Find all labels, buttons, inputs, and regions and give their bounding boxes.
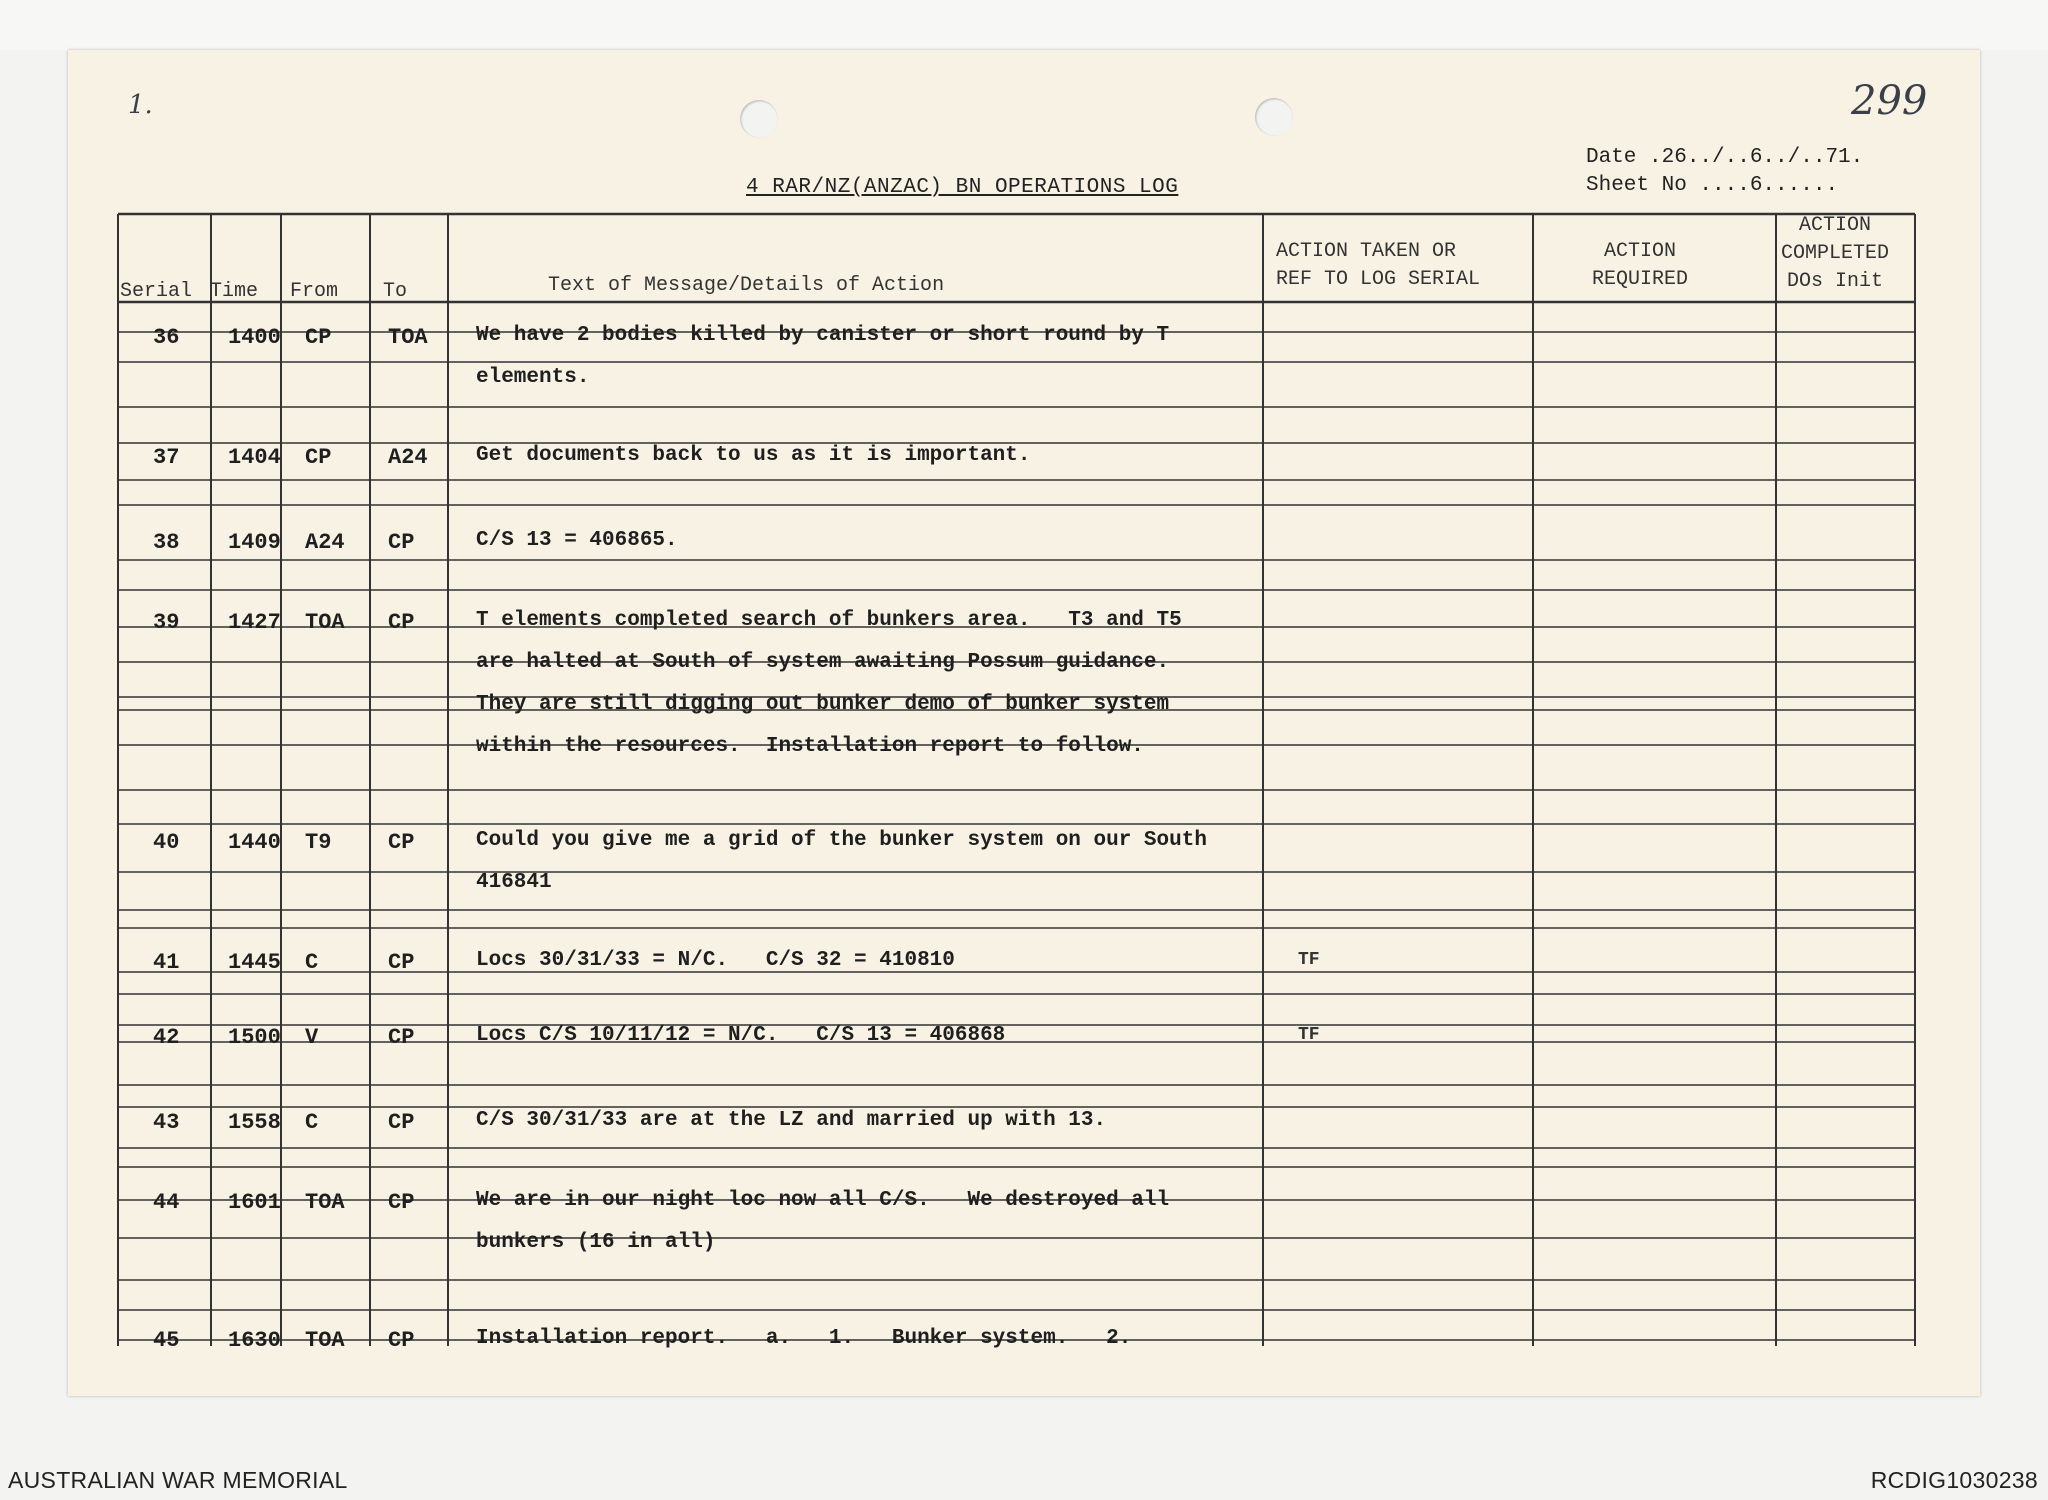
entry-time: 1500 bbox=[228, 1025, 281, 1050]
entry-to: CP bbox=[388, 830, 415, 855]
entry-time: 1630 bbox=[228, 1328, 281, 1353]
entry-serial: 38 bbox=[153, 530, 180, 555]
entry-serial: 44 bbox=[153, 1190, 180, 1215]
entry-from: CP bbox=[305, 325, 332, 350]
header-to: To bbox=[383, 280, 408, 303]
entry-from: T9 bbox=[305, 830, 332, 855]
header-action-completed: ACTION COMPLETED DOs Init bbox=[1780, 214, 1890, 293]
entry-time: 1409 bbox=[228, 530, 281, 555]
entry-from: CP bbox=[305, 445, 332, 470]
entry-to: CP bbox=[388, 950, 415, 975]
entry-to: CP bbox=[388, 530, 415, 555]
entry-from: V bbox=[305, 1025, 319, 1050]
entry-to: A24 bbox=[388, 445, 428, 470]
entry-to: CP bbox=[388, 1110, 415, 1135]
entry-message: We have 2 bodies killed by canister or short round by T elements. bbox=[476, 324, 1170, 389]
entry-message: T elements completed search of bunkers area. T3 and T5 are halted at South of system awaiting Possum guidance. They are still digging out bunker demo of bunker system within the resources. Installation report to follow. bbox=[476, 609, 1182, 758]
entry-serial: 45 bbox=[153, 1328, 180, 1353]
entry-action-ref: TF bbox=[1298, 950, 1320, 970]
entry-message: C/S 13 = 406865. bbox=[476, 529, 678, 552]
entry-serial: 39 bbox=[153, 610, 180, 635]
archive-label: AUSTRALIAN WAR MEMORIAL bbox=[8, 1467, 348, 1493]
entry-to: CP bbox=[388, 1025, 415, 1050]
top-margin bbox=[0, 0, 2048, 50]
entry-serial: 40 bbox=[153, 830, 180, 855]
entry-from: TOA bbox=[305, 610, 345, 635]
entry-from: A24 bbox=[305, 530, 345, 555]
header-text: Text of Message/Details of Action bbox=[548, 274, 945, 297]
header-serial: Serial bbox=[120, 280, 193, 303]
entry-message: Installation report. a. 1. Bunker system. 2. bbox=[476, 1327, 1132, 1350]
entry-time: 1601 bbox=[228, 1190, 281, 1215]
page-number: 299 bbox=[1851, 78, 1928, 124]
log-sheet bbox=[68, 50, 1980, 1396]
sheet-number: Sheet No ....6...... bbox=[1586, 174, 1839, 197]
entry-to: CP bbox=[388, 1190, 415, 1215]
entry-message: C/S 30/31/33 are at the LZ and married up with 13. bbox=[476, 1109, 1107, 1132]
header-action-required: ACTION REQUIRED bbox=[1591, 240, 1688, 291]
header-action-taken: ACTION TAKEN OR REF TO LOG SERIAL bbox=[1276, 240, 1481, 291]
entry-time: 1445 bbox=[228, 950, 281, 975]
entry-message: Locs C/S 10/11/12 = N/C. C/S 13 = 406868 bbox=[476, 1024, 1006, 1047]
entry-message: Locs 30/31/33 = N/C. C/S 32 = 410810 bbox=[476, 949, 955, 972]
entry-to: CP bbox=[388, 1328, 415, 1353]
entry-serial: 43 bbox=[153, 1110, 180, 1135]
entry-from: C bbox=[305, 1110, 319, 1135]
entry-time: 1558 bbox=[228, 1110, 281, 1135]
entry-message: Get documents back to us as it is important. bbox=[476, 444, 1031, 467]
entry-from: TOA bbox=[305, 1328, 345, 1353]
entry-serial: 37 bbox=[153, 445, 180, 470]
corner-mark: 1. bbox=[128, 90, 153, 120]
entry-message: Could you give me a grid of the bunker system on our South 416841 bbox=[476, 829, 1207, 894]
entry-from: C bbox=[305, 950, 319, 975]
entry-time: 1427 bbox=[228, 610, 281, 635]
entry-to: TOA bbox=[388, 325, 428, 350]
entry-time: 1440 bbox=[228, 830, 281, 855]
entry-action-ref: TF bbox=[1298, 1025, 1320, 1045]
entry-time: 1404 bbox=[228, 445, 281, 470]
header-time: Time bbox=[210, 280, 259, 303]
entry-serial: 41 bbox=[153, 950, 180, 975]
entry-serial: 36 bbox=[153, 325, 180, 350]
entry-message: We are in our night loc now all C/S. We destroyed all bunkers (16 in all) bbox=[476, 1189, 1170, 1254]
entry-from: TOA bbox=[305, 1190, 345, 1215]
entry-serial: 42 bbox=[153, 1025, 180, 1050]
log-date: Date .26../..6../..71. bbox=[1586, 146, 1864, 169]
header-from: From bbox=[290, 280, 339, 303]
entry-to: CP bbox=[388, 610, 415, 635]
entry-time: 1400 bbox=[228, 325, 281, 350]
log-title: 4 RAR/NZ(ANZAC) BN OPERATIONS LOG bbox=[746, 176, 1179, 199]
archive-id: RCDIG1030238 bbox=[1870, 1467, 2038, 1493]
